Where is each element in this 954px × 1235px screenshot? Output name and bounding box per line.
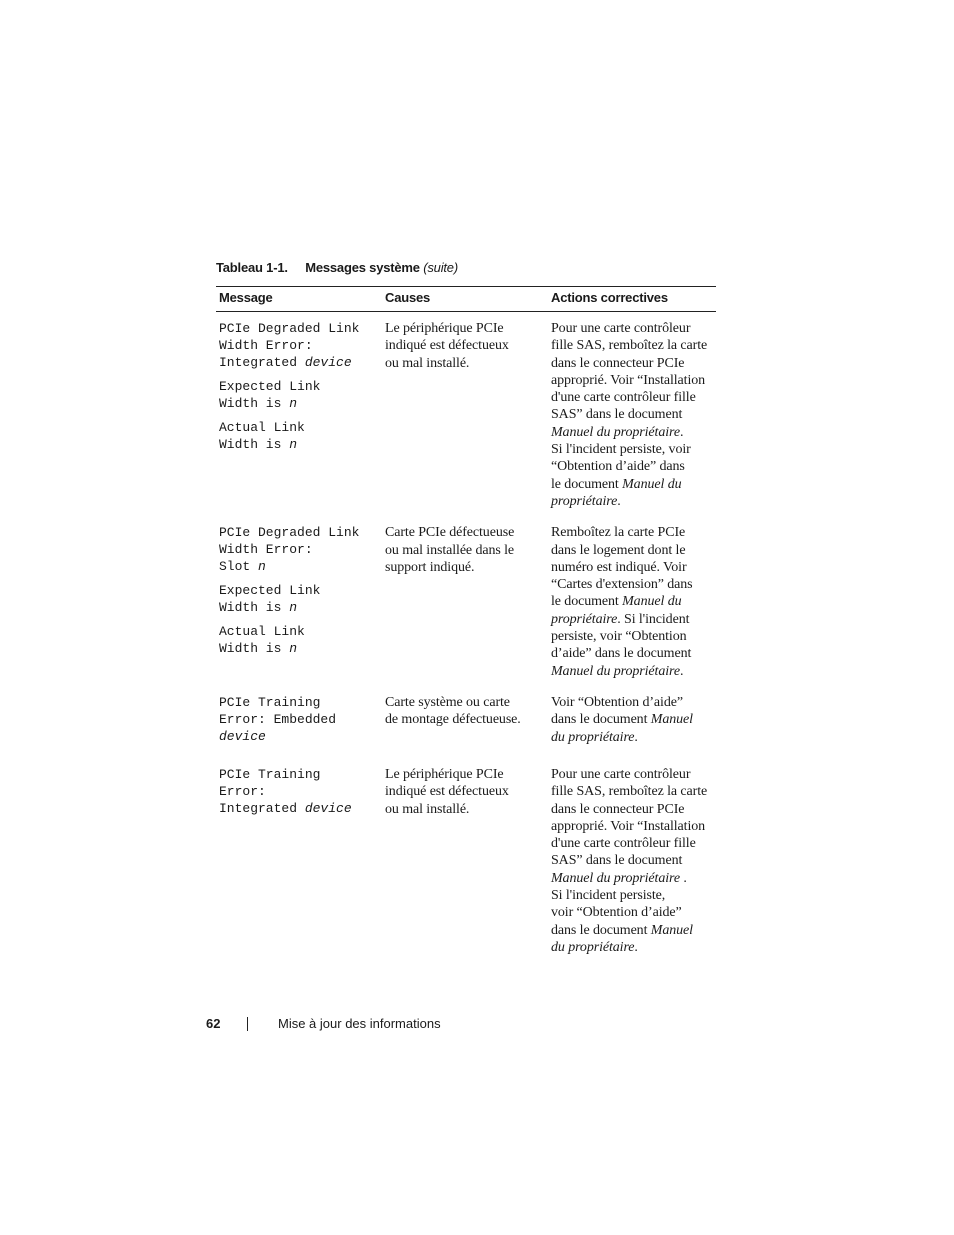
system-messages-table (216, 286, 716, 962)
actions-text: Voir “Obtention d’aide” (551, 694, 683, 710)
actions-text: . (634, 729, 638, 745)
actions-text: Si l'incident persiste, (551, 888, 666, 904)
message-variable: n (289, 641, 298, 657)
table-row (216, 312, 716, 517)
actions-line (551, 870, 713, 887)
actions-line (551, 593, 713, 610)
actions-line (551, 904, 713, 921)
actions-emphasis: Manuel (650, 922, 693, 938)
message-text: Width Error: (219, 542, 313, 558)
causes-text: support indiqué. (385, 559, 475, 575)
actions-cell (548, 312, 716, 517)
actions-text: “Cartes d'extension” dans (551, 577, 693, 593)
actions-text: approprié. Voir “Installation (551, 372, 706, 388)
header-message: Message (216, 287, 382, 312)
actions-line (551, 406, 713, 423)
message-line (219, 320, 379, 337)
actions-emphasis: Manuel du (622, 476, 682, 492)
actions-text: dans le logement dont le (551, 542, 686, 558)
message-text: Expected Link (219, 583, 321, 599)
message-text: Slot (219, 559, 259, 575)
causes-text: Carte système ou carte (385, 694, 510, 710)
message-line (219, 711, 379, 728)
actions-cell (548, 758, 716, 962)
message-group (219, 766, 379, 817)
actions-line (551, 663, 713, 680)
message-text: Error: Embedded (219, 711, 337, 727)
actions-text: le document (551, 594, 623, 610)
causes-text: ou mal installée dans le (385, 542, 515, 558)
caption-label: Tableau 1-1. (216, 260, 288, 275)
message-variable: n (289, 396, 298, 411)
message-text: Error: (219, 783, 266, 799)
message-variable: n (289, 437, 298, 452)
header-causes: Causes (382, 287, 548, 312)
causes-line (385, 355, 545, 372)
actions-text: SAS” dans le document (551, 407, 683, 423)
message-text: Width Error: (219, 338, 313, 353)
footer-separator (247, 1017, 248, 1031)
causes-line (385, 711, 545, 728)
message-cell (216, 758, 382, 962)
message-line (219, 582, 379, 599)
actions-emphasis: propriétaire (551, 493, 618, 509)
message-variable: device (219, 728, 266, 744)
message-cell (216, 516, 382, 686)
causes-line (385, 766, 545, 783)
actions-line (551, 922, 713, 939)
causes-cell (382, 516, 548, 686)
table-row (216, 686, 716, 758)
causes-text: ou mal installé. (385, 355, 470, 371)
actions-emphasis: du propriétaire (551, 729, 635, 745)
table-body (216, 312, 716, 963)
message-group (219, 378, 379, 412)
actions-line (551, 337, 713, 354)
causes-text: Carte PCIe défectueuse (385, 525, 515, 541)
message-line (219, 694, 379, 711)
actions-line (551, 801, 713, 818)
actions-text: fille SAS, remboîtez la carte (551, 338, 708, 354)
message-line (219, 783, 379, 800)
actions-emphasis: Manuel du (622, 594, 682, 610)
message-text: Width is (219, 600, 290, 616)
actions-line (551, 611, 713, 628)
actions-text: dans le document (551, 712, 651, 728)
message-variable: n (258, 559, 266, 575)
actions-text: . Si l'incident (617, 611, 690, 627)
message-line (219, 524, 379, 541)
actions-line (551, 320, 713, 337)
actions-line (551, 389, 713, 406)
actions-text: Pour une carte contrôleur (551, 766, 691, 782)
message-line (219, 558, 379, 575)
message-text: Width is (219, 437, 290, 452)
table-row (216, 516, 716, 686)
actions-cell (548, 686, 716, 758)
causes-line (385, 542, 545, 559)
actions-line (551, 887, 713, 904)
actions-text: numéro est indiqué. Voir (551, 559, 687, 575)
causes-cell (382, 312, 548, 517)
message-line (219, 599, 379, 616)
page-number: 62 (206, 1016, 221, 1031)
actions-text: dans le connecteur PCIe (551, 355, 685, 371)
table-header-row (216, 287, 716, 312)
actions-emphasis: propriétaire (551, 611, 618, 627)
actions-line (551, 939, 713, 956)
actions-line (551, 424, 713, 441)
header-actions: Actions correctives (548, 287, 716, 312)
message-text: Integrated (219, 355, 305, 370)
message-line (219, 728, 379, 745)
message-text: Width is (219, 396, 290, 411)
actions-emphasis: Manuel du propriétaire (551, 424, 680, 440)
message-text: Expected Link (219, 379, 321, 394)
causes-line (385, 559, 545, 576)
actions-text: . (617, 493, 621, 509)
actions-text: . (634, 939, 638, 955)
actions-line (551, 835, 713, 852)
actions-emphasis: du propriétaire (551, 939, 635, 955)
message-variable: device (304, 800, 352, 816)
message-group (219, 320, 379, 371)
message-variable: device (304, 355, 352, 370)
actions-text: Remboîtez la carte PCIe (551, 525, 686, 541)
message-line (219, 640, 379, 657)
actions-line (551, 542, 713, 559)
caption-title: Messages système (305, 260, 420, 275)
actions-line (551, 524, 713, 541)
message-line (219, 800, 379, 817)
actions-line (551, 729, 713, 746)
message-line (219, 395, 379, 412)
message-line (219, 436, 379, 453)
causes-text: indiqué est défectueux (385, 784, 509, 800)
actions-text: . (679, 870, 687, 886)
causes-line (385, 801, 545, 818)
actions-text: . (679, 663, 684, 679)
message-line (219, 623, 379, 640)
message-text: PCIe Degraded Link (219, 525, 360, 541)
actions-line (551, 766, 713, 783)
actions-text: dans le document (551, 922, 651, 938)
actions-line (551, 458, 713, 475)
footer-title: Mise à jour des informations (278, 1016, 441, 1031)
actions-text: d’aide” dans le document (551, 646, 692, 662)
message-text: PCIe Degraded Link (219, 321, 360, 336)
message-cell (216, 312, 382, 517)
message-text: Integrated (219, 800, 305, 816)
actions-line (551, 476, 713, 493)
actions-emphasis: Manuel du propriétaire (551, 870, 680, 886)
actions-text: . (679, 424, 684, 440)
actions-line (551, 694, 713, 711)
actions-text: fille SAS, remboîtez la carte (551, 784, 708, 800)
message-line (219, 541, 379, 558)
causes-line (385, 694, 545, 711)
actions-line (551, 711, 713, 728)
message-cell (216, 686, 382, 758)
actions-line (551, 852, 713, 869)
message-variable: n (289, 600, 298, 616)
actions-line (551, 576, 713, 593)
actions-text: d'une carte contrôleur fille (551, 390, 696, 406)
causes-text: indiqué est défectueux (385, 338, 509, 354)
actions-text: le document (551, 476, 623, 492)
actions-text: voir “Obtention d’aide” (551, 905, 682, 921)
causes-text: ou mal installé. (385, 801, 470, 817)
causes-cell (382, 686, 548, 758)
actions-text: “Obtention d’aide” dans (551, 459, 685, 475)
causes-text: Le périphérique PCIe (385, 766, 504, 782)
message-line (219, 337, 379, 354)
actions-text: Si l'incident persiste, voir (551, 442, 691, 458)
message-text: Width is (219, 641, 290, 657)
message-line (219, 354, 379, 371)
message-text: Actual Link (219, 420, 305, 435)
message-text: PCIe Training (219, 694, 321, 710)
actions-line (551, 355, 713, 372)
actions-cell (548, 516, 716, 686)
actions-text: approprié. Voir “Installation (551, 818, 706, 834)
actions-emphasis: Manuel (650, 712, 693, 728)
actions-text: Pour une carte contrôleur (551, 321, 691, 336)
message-line (219, 419, 379, 436)
causes-text: Le périphérique PCIe (385, 321, 504, 336)
table-row (216, 758, 716, 962)
actions-emphasis: Manuel du propriétaire (551, 663, 680, 679)
actions-line (551, 493, 713, 510)
actions-text: persiste, voir “Obtention (551, 629, 687, 645)
message-group (219, 694, 379, 745)
actions-text: SAS” dans le document (551, 853, 683, 869)
caption-suffix: (suite) (423, 260, 458, 275)
actions-line (551, 559, 713, 576)
message-group (219, 623, 379, 657)
actions-line (551, 783, 713, 800)
actions-text: d'une carte contrôleur fille (551, 836, 696, 852)
causes-line (385, 783, 545, 800)
actions-line (551, 628, 713, 645)
message-group (219, 419, 379, 453)
actions-line (551, 645, 713, 662)
causes-line (385, 337, 545, 354)
causes-line (385, 320, 545, 337)
actions-line (551, 372, 713, 389)
message-line (219, 378, 379, 395)
message-text: Actual Link (219, 624, 305, 640)
table-caption (216, 260, 458, 275)
actions-text: dans le connecteur PCIe (551, 801, 685, 817)
message-group (219, 582, 379, 616)
message-text: PCIe Training (219, 766, 321, 782)
actions-line (551, 441, 713, 458)
message-group (219, 524, 379, 575)
message-line (219, 766, 379, 783)
causes-line (385, 524, 545, 541)
actions-line (551, 818, 713, 835)
causes-text: de montage défectueuse. (385, 712, 521, 728)
causes-cell (382, 758, 548, 962)
